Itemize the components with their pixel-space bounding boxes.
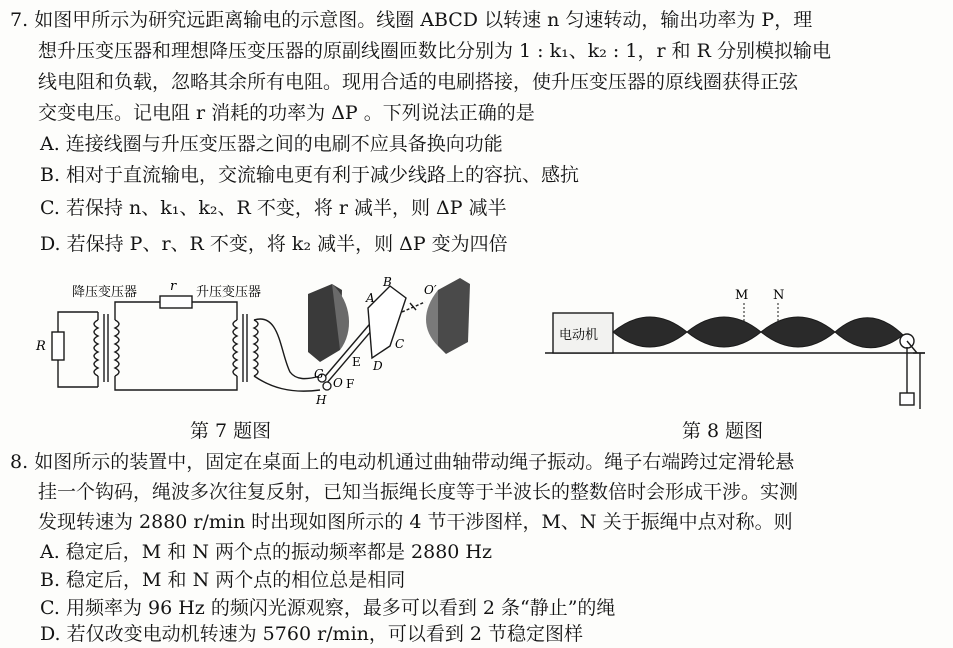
label-step-down: 降压变压器 <box>72 285 138 300</box>
q7-line-2: 想升压变压器和理想降压变压器的原副线圈匝数比分别为 1 : k₁、k₂ : 1，r 和 R 分别模拟输电 <box>38 40 831 62</box>
label-f: F <box>346 377 355 391</box>
step-up-secondary-coil <box>233 320 237 376</box>
figure-8-caption: 第 8 题图 <box>682 420 764 442</box>
figure-7-diagram <box>30 272 470 412</box>
q7-number: 7. <box>10 9 29 31</box>
q8-line-3: 发现转速为 2880 r/min 时出现如图所示的 4 节干涉图样，M、N 关于振绳中点对称。则 <box>38 511 793 533</box>
q7-line-4: 交变电压。记电阻 r 消耗的功率为 ΔP 。下列说法正确的是 <box>38 102 535 124</box>
motor-label: 电动机 <box>559 328 599 343</box>
label-a: A <box>366 291 375 305</box>
q8-number: 8. <box>10 451 29 473</box>
wave-loop-1 <box>613 317 687 347</box>
label-step-up: 升压变压器 <box>196 285 262 300</box>
label-line-resistor: r <box>170 279 177 294</box>
q8-text-1: 如图所示的装置中，固定在桌面上的电动机通过曲轴带动绳子振动。绳子右端跨过定滑轮悬 <box>34 451 795 473</box>
figure-7-caption: 第 7 题图 <box>190 420 272 442</box>
wave-loop-4 <box>835 318 903 348</box>
line-resistor-r <box>160 296 192 308</box>
q7-option-d: D. 若保持 P、r、R 不变，将 k₂ 减半，则 ΔP 变为四倍 <box>40 233 508 255</box>
q7-option-c: C. 若保持 n、k₁、k₂、R 不变，将 r 减半，则 ΔP 减半 <box>40 197 507 219</box>
q8-option-b: B. 稳定后，M 和 N 两个点的相位总是相同 <box>40 569 406 591</box>
q7-option-b: B. 相对于直流输电，交流输电更有利于减少线路上的容抗、感抗 <box>40 164 580 186</box>
q7-text-1: 如图甲所示为研究远距离输电的示意图。线圈 ABCD 以转速 n 匀速转动，输出功率为 P，理 <box>34 9 813 31</box>
q7-option-a: A. 连接线圈与升压变压器之间的电刷不应具备换向功能 <box>40 133 503 155</box>
label-d: D <box>373 359 383 373</box>
label-h: H <box>316 393 327 407</box>
wave-loop-3 <box>761 317 835 347</box>
label-c: C <box>395 337 405 351</box>
load-resistor <box>52 332 64 360</box>
hook-weight <box>900 393 914 405</box>
step-down-primary-coil <box>115 320 119 376</box>
q8-option-c: C. 用频率为 96 Hz 的频闪光源观察，最多可以看到 2 条“静止”的绳 <box>40 597 616 619</box>
step-down-secondary-coil <box>94 320 98 376</box>
label-g: G <box>314 367 324 381</box>
q7-line-1 <box>10 6 812 34</box>
magnet-north <box>308 284 349 362</box>
label-o: O <box>333 376 343 390</box>
label-b: B <box>383 275 392 289</box>
label-m: M <box>735 288 749 303</box>
q8-line-2: 挂一个钩码，绳波多次往复反射，已知当振绳长度等于半波长的整数倍时会形成干涉。实测 <box>38 481 799 503</box>
q7-line-3: 线电阻和负载，忽略其余所有电阻。现用合适的电刷搭接，使升压变压器的原线圈获得正弦 <box>38 71 799 93</box>
q8-option-a: A. 稳定后，M 和 N 两个点的振动频率都是 2880 Hz <box>40 541 493 563</box>
step-up-primary-coil <box>254 320 258 376</box>
label-n: N <box>773 288 785 303</box>
q8-line-1 <box>10 448 794 476</box>
q8-option-d: D. 若仅改变电动机转速为 5760 r/min，可以看到 2 节稳定图样 <box>40 623 584 645</box>
label-o-prime: O′ <box>424 283 437 297</box>
brush-h <box>323 382 331 390</box>
label-e: E <box>352 355 361 369</box>
label-load-resistor: R <box>36 339 46 354</box>
figure-8-diagram <box>545 285 940 415</box>
wave-loop-2 <box>687 317 761 347</box>
